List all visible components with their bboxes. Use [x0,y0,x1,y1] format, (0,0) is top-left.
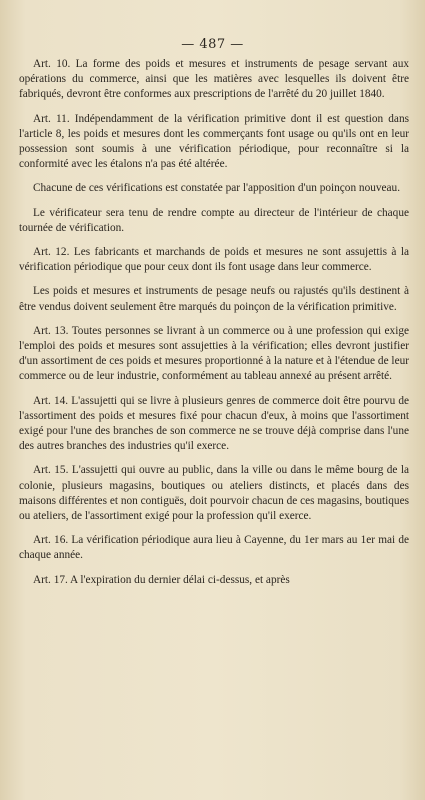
paragraph-art-17: Art. 17. A l'expiration du dernier délai ci-dessus, et après [33,573,290,586]
paragraph-art-15: Art. 15. L'assujetti qui ouvre au public, dans la ville ou dans le même bourg de la colonie, plusieurs magasins, boutiques ou ateliers distincts, et placés dans des maisons différentes et non contiguës, doit pourvoir chacun de ces magasins, boutiques ou ateliers, de l'assortiment exigé pour la profession qu'il exerce. [19,464,409,523]
paragraph-poids-neufs: Les poids et mesures et instruments de pesage neufs ou rajustés qu'ils destinent à être vendus doivent seulement être marqués du poinçon de la vérification primitive. [19,285,409,313]
paragraph-art-11: Art. 11. Indépendamment de la vérification primitive dont il est question dans l'article 8, les poids et mesures dont les commerçants font usage ou qu'ils ont en leur possession sont soumis à une vérification périodique, pour reconnaître si la conformité avec les étalons n'a pas été altérée. [19,112,409,171]
page-number: — 487 — [181,37,244,52]
paragraph-art-16: Art. 16. La vérification périodique aura lieu à Cayenne, du 1er mars au 1er mai de chaque année. [19,534,409,562]
paragraph-art-14: Art. 14. L'assujetti qui se livre à plusieurs genres de commerce doit être pourvu de l'assortiment des poids et mesures fixé pour chacun d'eux, à moins que l'assortiment exigé pour l'une des branches de son commerce ne se trouve déjà comprise dans l'une des autres branches des industries qu'il exerce. [19,394,409,453]
paragraph-apposition: Chacune de ces vérifications est constatée par l'apposition d'un poinçon nouveau. [33,182,401,195]
paragraph-art-13: Art. 13. Toutes personnes se livrant à un commerce ou à une profession qui exige l'emploi des poids et mesures sont assujetties à la vérification; elles devront justifier d'un assortiment de ces poids et mesures proportionné à la nature et à l'étendue de leur commerce ou de leur industrie, conformément au tableau annexé au présent arrêté. [19,324,409,383]
paragraph-art-10: Art. 10. La forme des poids et mesures et instruments de pesage servant aux opérations du commerce, ainsi que les matières avec lesquelles ils doivent être fabriqués, devront être conformes aux prescriptions de l'arrêté du 20 juillet 1840. [19,58,409,101]
paragraph-verificateur: Le vérificateur sera tenu de rendre compte au directeur de l'intérieur de chaque tournée de vérification. [19,206,409,234]
paragraph-art-12: Art. 12. Les fabricants et marchands de poids et mesures ne sont assujettis à la vérification périodique que pour ceux dont ils font usage dans leur commerce. [19,246,409,274]
page-body [19,57,409,594]
